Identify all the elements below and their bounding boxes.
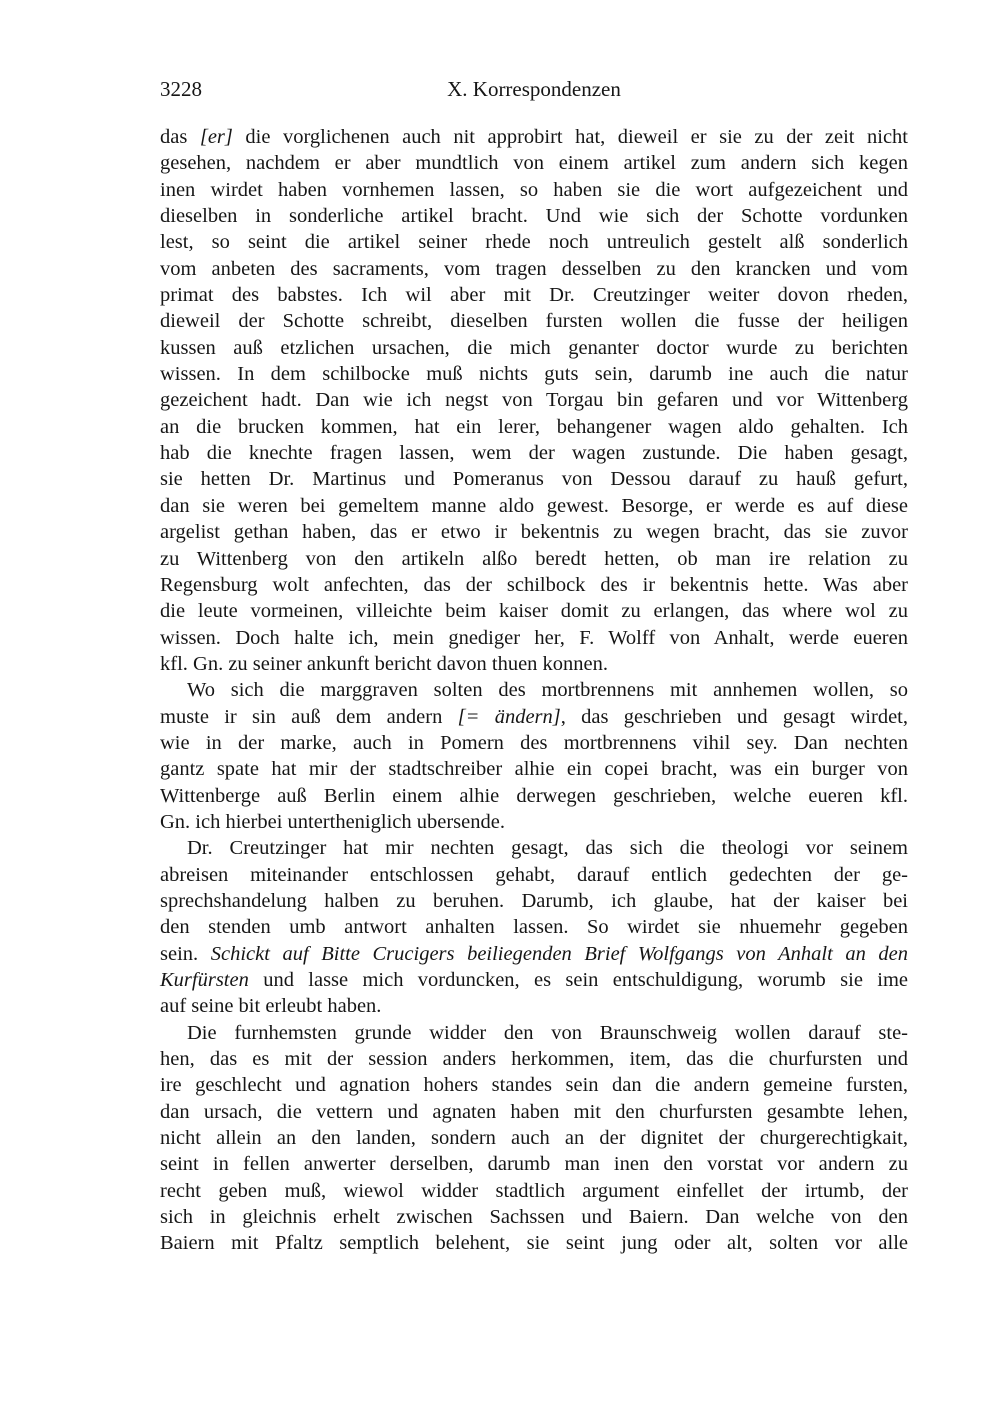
text-line: sprechshandelung halben zu beruhen. Darumb, ich glaube, hat der kaiser bei xyxy=(160,889,908,912)
text-line: wissen. Doch halte ich, mein gnediger her, F. Wolff von Anhalt, werde eueren xyxy=(160,626,908,649)
text-line: wie in der marke, auch in Pomern des mortbrennens vihil sey. Dan nechten xyxy=(160,731,908,754)
text-line: sich in gleichnis erhelt zwischen Sachssen und Baiern. Dan welche von den xyxy=(160,1206,908,1229)
paragraph xyxy=(160,124,908,677)
text-line: ire geschlecht und agnation hohers standes sein dan die andern gemeine fursten, xyxy=(160,1074,908,1097)
text-line: inen wirdet haben vornhemen lassen, so haben sie die wort aufgezeichent und xyxy=(160,178,908,201)
text-line: gesehen, nachdem er aber mundtlich von einem artikel zum andern sich kegen xyxy=(160,152,908,175)
text-line: wissen. In dem schilbocke muß nichts guts sein, darumb ine auch die natur xyxy=(160,363,908,386)
text-line: dan sie weren bei gemeltem manne aldo gewest. Besorge, er werde es auf diese xyxy=(160,494,908,517)
text-line: vom anbeten des sacraments, vom tragen desselben zu den krancken und vom xyxy=(160,257,908,280)
text-line: zu Wittenberg von den artikeln alßo beredt hetten, ob man ire relation zu xyxy=(160,547,908,570)
text-line: Baiern mit Pfaltz semptlich belehent, sie seint jung oder alt, solten vor alle xyxy=(160,1232,908,1255)
paragraph xyxy=(160,1020,908,1257)
text-line: an die brucken kommen, hat ein lerer, behangener wagen aldo gehalten. Ich xyxy=(160,415,908,438)
page-header xyxy=(160,76,908,103)
text-line: seint in fellen anwerter derselben, darumb man inen den vorstat vor andern zu xyxy=(160,1153,908,1176)
text-body xyxy=(160,124,908,1257)
text-line: Wo sich die marggraven solten des mortbrennens mit annhemen wollen, so xyxy=(187,679,908,702)
text-line: Dr. Creutzinger hat mir nechten gesagt, das sich die theologi vor seinem xyxy=(187,837,908,860)
text-line: lest, so seint die artikel seiner rhede noch untreulich gestelt alß sonderlich xyxy=(160,231,908,254)
text-line: Regensburg wolt anfechten, das der schilbock des ir bekentnis hette. Was aber xyxy=(160,573,908,596)
text-line: dieselben in sonderliche artikel bracht. Und wie sich der Schotte vordunken xyxy=(160,205,908,228)
text-line: sie hetten Dr. Martinus und Pomeranus von Dessou darauf zu hauß gefurt, xyxy=(160,468,908,491)
text-line: hab die knechte fragen lassen, wem der wagen zustunde. Die haben gesagt, xyxy=(160,442,908,465)
page-number: 3228 xyxy=(160,77,202,101)
text-line: gantz spate hat mir der stadtschreiber alhie ein copei bracht, was ein burger von xyxy=(160,758,908,781)
text-line: abreisen miteinander entschlossen gehabt, darauf entlich gedechten der ge- xyxy=(160,863,908,886)
text-line: Wittenberge auß Berlin einem alhie derwegen geschrieben, welche eueren kfl. xyxy=(160,784,908,807)
text-line: kussen auß etzlichen ursachen, die mich genanter doctor wurde zu berichten xyxy=(160,336,908,359)
text-line: kfl. Gn. zu seiner ankunft bericht davon thuen konnen. xyxy=(160,652,609,675)
paragraph xyxy=(160,677,908,835)
text-line: muste ir sin auß dem andern [= ändern], das geschrieben und gesagt wirdet, xyxy=(160,705,908,728)
text-line: nicht allein an den landen, sondern auch an der dignitet der churgerechtigkait, xyxy=(160,1127,908,1150)
running-title: X. Korrespondenzen xyxy=(447,77,621,101)
text-line: recht geben muß, wiewol widder stadtlich argument einfellet der irtumb, der xyxy=(160,1179,908,1202)
text-line: primat des babstes. Ich wil aber mit Dr. Creutzinger weiter dovon rheden, xyxy=(160,284,908,307)
text-line: das [er] die vorglichenen auch nit approbirt hat, dieweil er sie zu der zeit nicht xyxy=(160,126,909,148)
paragraph xyxy=(160,835,908,1019)
text-line: hen, das es mit der session anders herkommen, item, das die churfursten und xyxy=(160,1048,908,1071)
text-line: dieweil der Schotte schreibt, dieselben fursten wollen die fusse der heiligen xyxy=(160,310,908,333)
text-line: Kurfürsten und lasse mich vorduncken, es sein entschuldigung, worumb sie ime xyxy=(160,969,908,991)
text-line: sein. Schickt auf Bitte Crucigers beiliegenden Brief Wolfgangs von Anhalt an den xyxy=(160,942,908,965)
text-line: die leute vormeinen, villeichte beim kaiser domit zu erlangen, das where wol zu xyxy=(160,600,908,623)
text-line: auf seine bit erleubt haben. xyxy=(160,995,382,1018)
text-line: dan ursach, die vettern und agnaten haben mit den churfursten gesambte lehen, xyxy=(160,1100,908,1123)
text-line: gezeichent hadt. Dan wie ich negst von Torgau bin gefaren und vor Wittenberg xyxy=(160,389,908,412)
text-line: den stenden umb antwort anhalten lassen. So wirdet sie nhuemehr gegeben xyxy=(160,916,908,939)
text-line: argelist gethan haben, das er etwo ir bekentnis zu wegen bracht, das sie zuvor xyxy=(160,521,908,544)
text-line: Gn. ich hierbei untertheniglich ubersende. xyxy=(160,810,505,833)
text-line: Die furnhemsten grunde widder den von Braunschweig wollen darauf ste- xyxy=(187,1021,908,1044)
